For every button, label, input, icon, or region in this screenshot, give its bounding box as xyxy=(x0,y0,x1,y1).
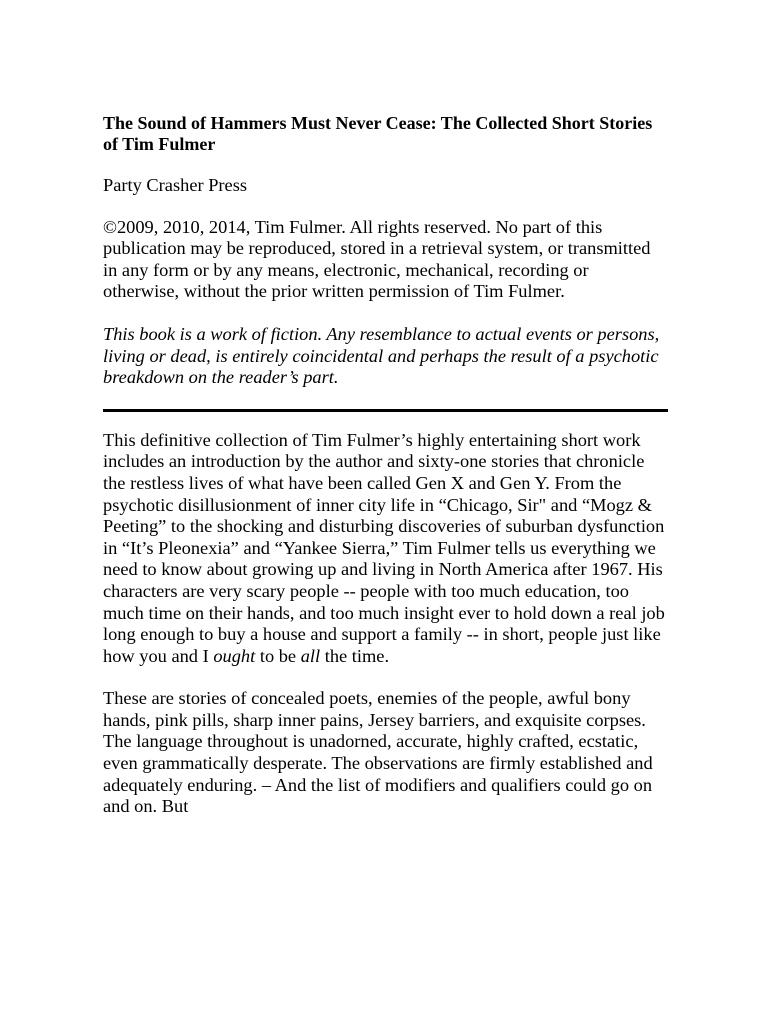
description-paragraph-1 xyxy=(103,430,668,668)
description-text: to be xyxy=(255,645,301,666)
book-title: The Sound of Hammers Must Never Cease: The Collected Short Stories of Tim Fulmer xyxy=(103,113,653,154)
fiction-disclaimer: This book is a work of fiction. Any resemblance to actual events or persons, living or dead, is entirely coincidental and perhaps the result of a psychotic breakdown on the reader’s part. xyxy=(103,323,660,388)
description-text: the time. xyxy=(320,645,390,666)
description-text: This definitive collection of Tim Fulmer’s highly entertaining short work includes an introduction by the author and sixty-one stories that chronicle the restless lives of what have been called Gen X and Gen Y. From the psychotic disillusionment of inner city life in “Chicago, Sir" and “Mogz & Peeting” to the shocking and disturbing discoveries of suburban dysfunction in “It’s Pleonexia” and “Yankee Sierra,” Tim Fulmer tells us everything we need to know about growing up and living in North America after 1967. His characters are very scary people -- people with too much education, too much time on their hands, and too much insight ever to hold down a real job long enough to buy a house and support a family -- in short, people just like how you and I xyxy=(103,429,665,666)
emphasis-all: all xyxy=(300,645,321,666)
publisher-name: Party Crasher Press xyxy=(103,175,248,195)
horizontal-divider xyxy=(103,409,668,412)
copyright-notice: ©2009, 2010, 2014, Tim Fulmer. All rights reserved. No part of this publication may be reproduced, stored in a retrieval system, or transmitted in any form or by any means, electronic, mechanical, recording or otherwise, without the prior written permission of Tim Fulmer. xyxy=(103,216,651,302)
description-paragraph-2: These are stories of concealed poets, enemies of the people, awful bony hands, pink pills, sharp inner pains, Jersey barriers, and exquisite corpses. The language throughout is unadorned, accurate, highly crafted, ecstatic, even grammatically desperate. The observations are firmly established and adequately enduring. – And the list of modifiers and qualifiers could go on and on. But xyxy=(103,688,653,817)
document-page xyxy=(103,113,668,839)
emphasis-ought: ought xyxy=(213,645,256,666)
